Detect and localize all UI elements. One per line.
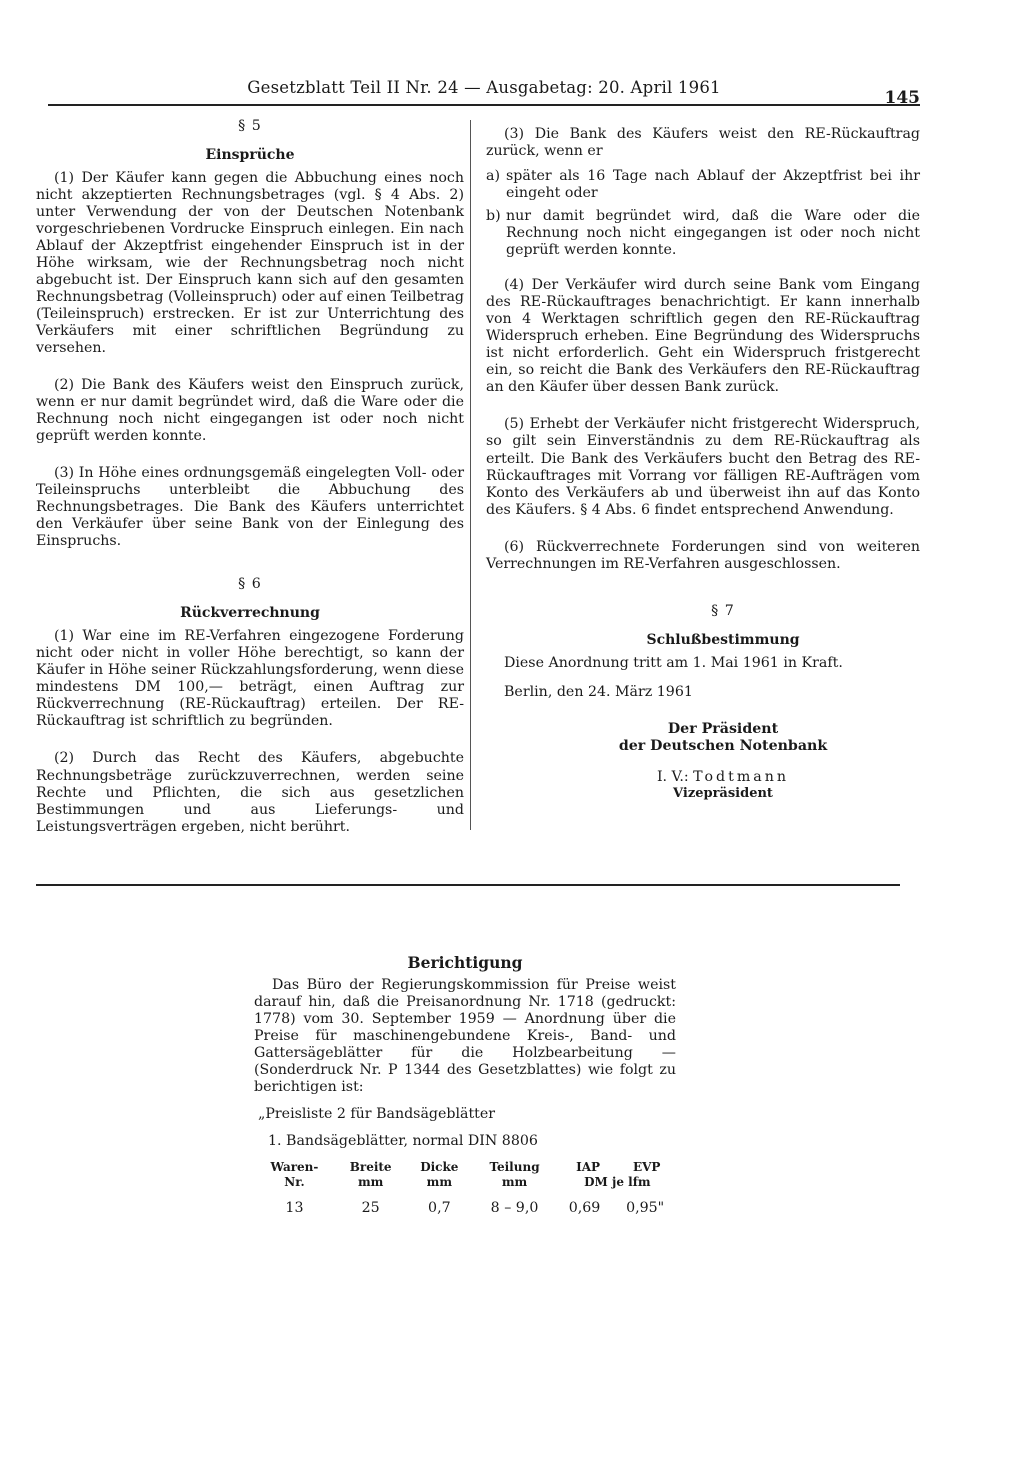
paragraph-4: (4) Der Verkäufer wird durch seine Bank vom Eingang des RE-Rückauftrages benachrichtigt. Er kann innerhalb von 4 Werktagen schriftlich gegen den RE-Rückauftrag Widerspruch erheben. Eine Begründung des Widerspruchs ist nicht erforderlich. Geht ein Widerspruch fristgerecht ein, so reicht die Bank des Verkäufers den RE-Rückauftrag an den Käufer über dessen Bank zurück. (486, 277, 920, 396)
list-item-text: später als 16 Tage nach Ablauf der Akzeptfrist bei ihr eingeht oder (506, 168, 920, 202)
list-item-text: nur damit begründet wird, daß die Ware oder die Rechnung noch nicht eingegangen ist oder noch nicht geprüft werden konnte. (506, 208, 920, 259)
section-5-paragraph-1: (1) Der Käufer kann gegen die Abbuchung eines noch nicht akzeptierten Rechnungsbetrages (vgl. § 4 Abs. 2) unter Verwendung der von der Deutschen Notenbank vorgeschriebenen Vordrucke Einspruch einlegen. Ein nach Ablauf der Akzeptfrist eingehender Einspruch ist in der Höhe wirksam, wie der Rechnungsbetrag noch nicht abgebucht ist. Der Einspruch kann sich auf den gesamten Rechnungsbetrag (Volleinspruch) oder auf einen Teilbetrag (Teileinspruch) erstrecken. Er ist zur Unterrichtung des Verkäufers mit einer schriftlichen Begründung zu versehen. (36, 169, 464, 357)
table-cell: 0,7 (428, 1199, 451, 1216)
list-item-label: a) (486, 168, 500, 185)
signature-block (526, 721, 920, 802)
left-column (36, 118, 464, 856)
table-row (254, 1200, 678, 1217)
correction-text: Das Büro der Regierungskommission für Preise weist darauf hin, daß die Preisanordnung Nr. 1718 (gedruckt: 1778) vom 30. September 1959 — Anordnung über die Preise für maschinengebundene Kreis-, Band- und Gattersägeblätter für die Holzbearbeitung — (Sonderdruck Nr. P 1344 des Gesetzblattes) wie folgt zu berichtigen ist: (254, 976, 676, 1095)
table-cell: 0,69 (568, 1199, 601, 1216)
correction-title: Berichtigung (407, 953, 523, 972)
signature-deputy-prefix: I. V.: (656, 768, 689, 785)
section-7-title: Schlußbestimmung (646, 631, 800, 648)
signature-signer-name: Todtmann (693, 768, 790, 785)
price-list-subheading: 1. Bandsägeblätter, normal DIN 8806 (268, 1132, 538, 1149)
section-6-paragraph-2: (2) Durch das Recht des Käufers, abgebuchte Rechnungsbeträge zurückzuverrechnen, werden seine Rechte und Pflichten, die sich aus gesetzlichen Bestimmungen und aus Lieferungs- und Leistungsverträgen ergeben, nicht berührt. (36, 750, 464, 835)
list-item (486, 168, 920, 202)
signature-title-line-2: der Deutschen Notenbank (618, 737, 828, 754)
column-header-prices: IAP EVP DM je lfm (576, 1159, 661, 1189)
column-header: Dicke mm (420, 1159, 459, 1189)
section-7-text: Diese Anordnung tritt am 1. Mai 1961 in Kraft. (504, 654, 843, 671)
column-header: Teilung mm (489, 1159, 540, 1189)
list-item-label: b) (486, 208, 501, 225)
table-cell: 8 – 9,0 (490, 1199, 539, 1216)
table-cell: 0,95" (626, 1199, 665, 1216)
unit-note: DM je lfm (584, 1174, 651, 1189)
price-table (254, 1160, 678, 1217)
column-header: Breite mm (349, 1159, 392, 1189)
section-6-title: Rückverrechnung (180, 605, 320, 622)
column-header: Waren- Nr. (270, 1159, 319, 1189)
table-header-row (254, 1160, 678, 1200)
table-cell: 13 (285, 1199, 304, 1216)
column-divider (470, 120, 471, 830)
signature-role: Vizepräsident (673, 785, 773, 801)
list-item (486, 208, 920, 259)
right-column (486, 126, 920, 801)
page-header (48, 78, 920, 106)
section-6-number: § 6 (238, 576, 262, 593)
paragraph-5: (5) Erhebt der Verkäufer nicht fristgerecht Widerspruch, so gilt sein Einverständnis zu dem RE-Rückauftrag als erteilt. Die Bank des Verkäufers bucht den Betrag des RE-Rückauftrages mit Vorrang vor fälligen RE-Aufträgen vom Konto des Verkäufers ab und überweist ihn auf das Konto des Käufers. § 4 Abs. 6 findet entsprechend Anwendung. (486, 416, 920, 518)
section-5-title: Einsprüche (205, 147, 295, 164)
section-7-number: § 7 (711, 602, 735, 619)
signature-name (526, 769, 920, 786)
price-list-heading: „Preisliste 2 für Bandsägeblätter (258, 1105, 496, 1122)
section-5-number: § 5 (238, 118, 262, 134)
section-separator (36, 884, 900, 886)
section-6-paragraph-1: (1) War eine im RE-Verfahren eingezogene Forderung nicht oder nicht in voller Höhe berechtigt, so kann der Käufer in Höhe seiner Rückzahlungsforderung, wenn diese mindestens DM 100,— beträgt, einen Auftrag zur Rückverrechnung (RE-Rückauftrag) erteilen. Der RE-Rückauftrag ist schriftlich zu begründen. (36, 628, 464, 730)
header-title: Gesetzblatt Teil II Nr. 24 — Ausgabetag: 20. April 1961 (247, 78, 721, 97)
paragraph-3-lead: (3) Die Bank des Käufers weist den RE-Rückauftrag zurück, wenn er (486, 126, 920, 160)
page-number: 145 (884, 88, 920, 108)
section-5-paragraph-3: (3) In Höhe eines ordnungsgemäß eingelegten Voll- oder Teileinspruchs unterbleibt die Abbuchung des Rechnungsbetrages. Die Bank des Käufers unterrichtet den Verkäufer über seine Bank von der Einlegung des Einspruchs. (36, 465, 464, 550)
table-cell: 25 (361, 1199, 380, 1216)
paragraph-6: (6) Rückverrechnete Forderungen sind von weiteren Verrechnungen im RE-Verfahren ausgeschlossen. (486, 538, 920, 572)
section-5-paragraph-2: (2) Die Bank des Käufers weist den Einspruch zurück, wenn er nur damit begründet wird, daß die Ware oder die Rechnung noch nicht eingegangen ist oder noch nicht geprüft werden konnte. (36, 377, 464, 445)
signature-title-line-1: Der Präsident (667, 720, 779, 737)
place-date: Berlin, den 24. März 1961 (504, 683, 693, 700)
correction-notice (254, 954, 676, 1217)
